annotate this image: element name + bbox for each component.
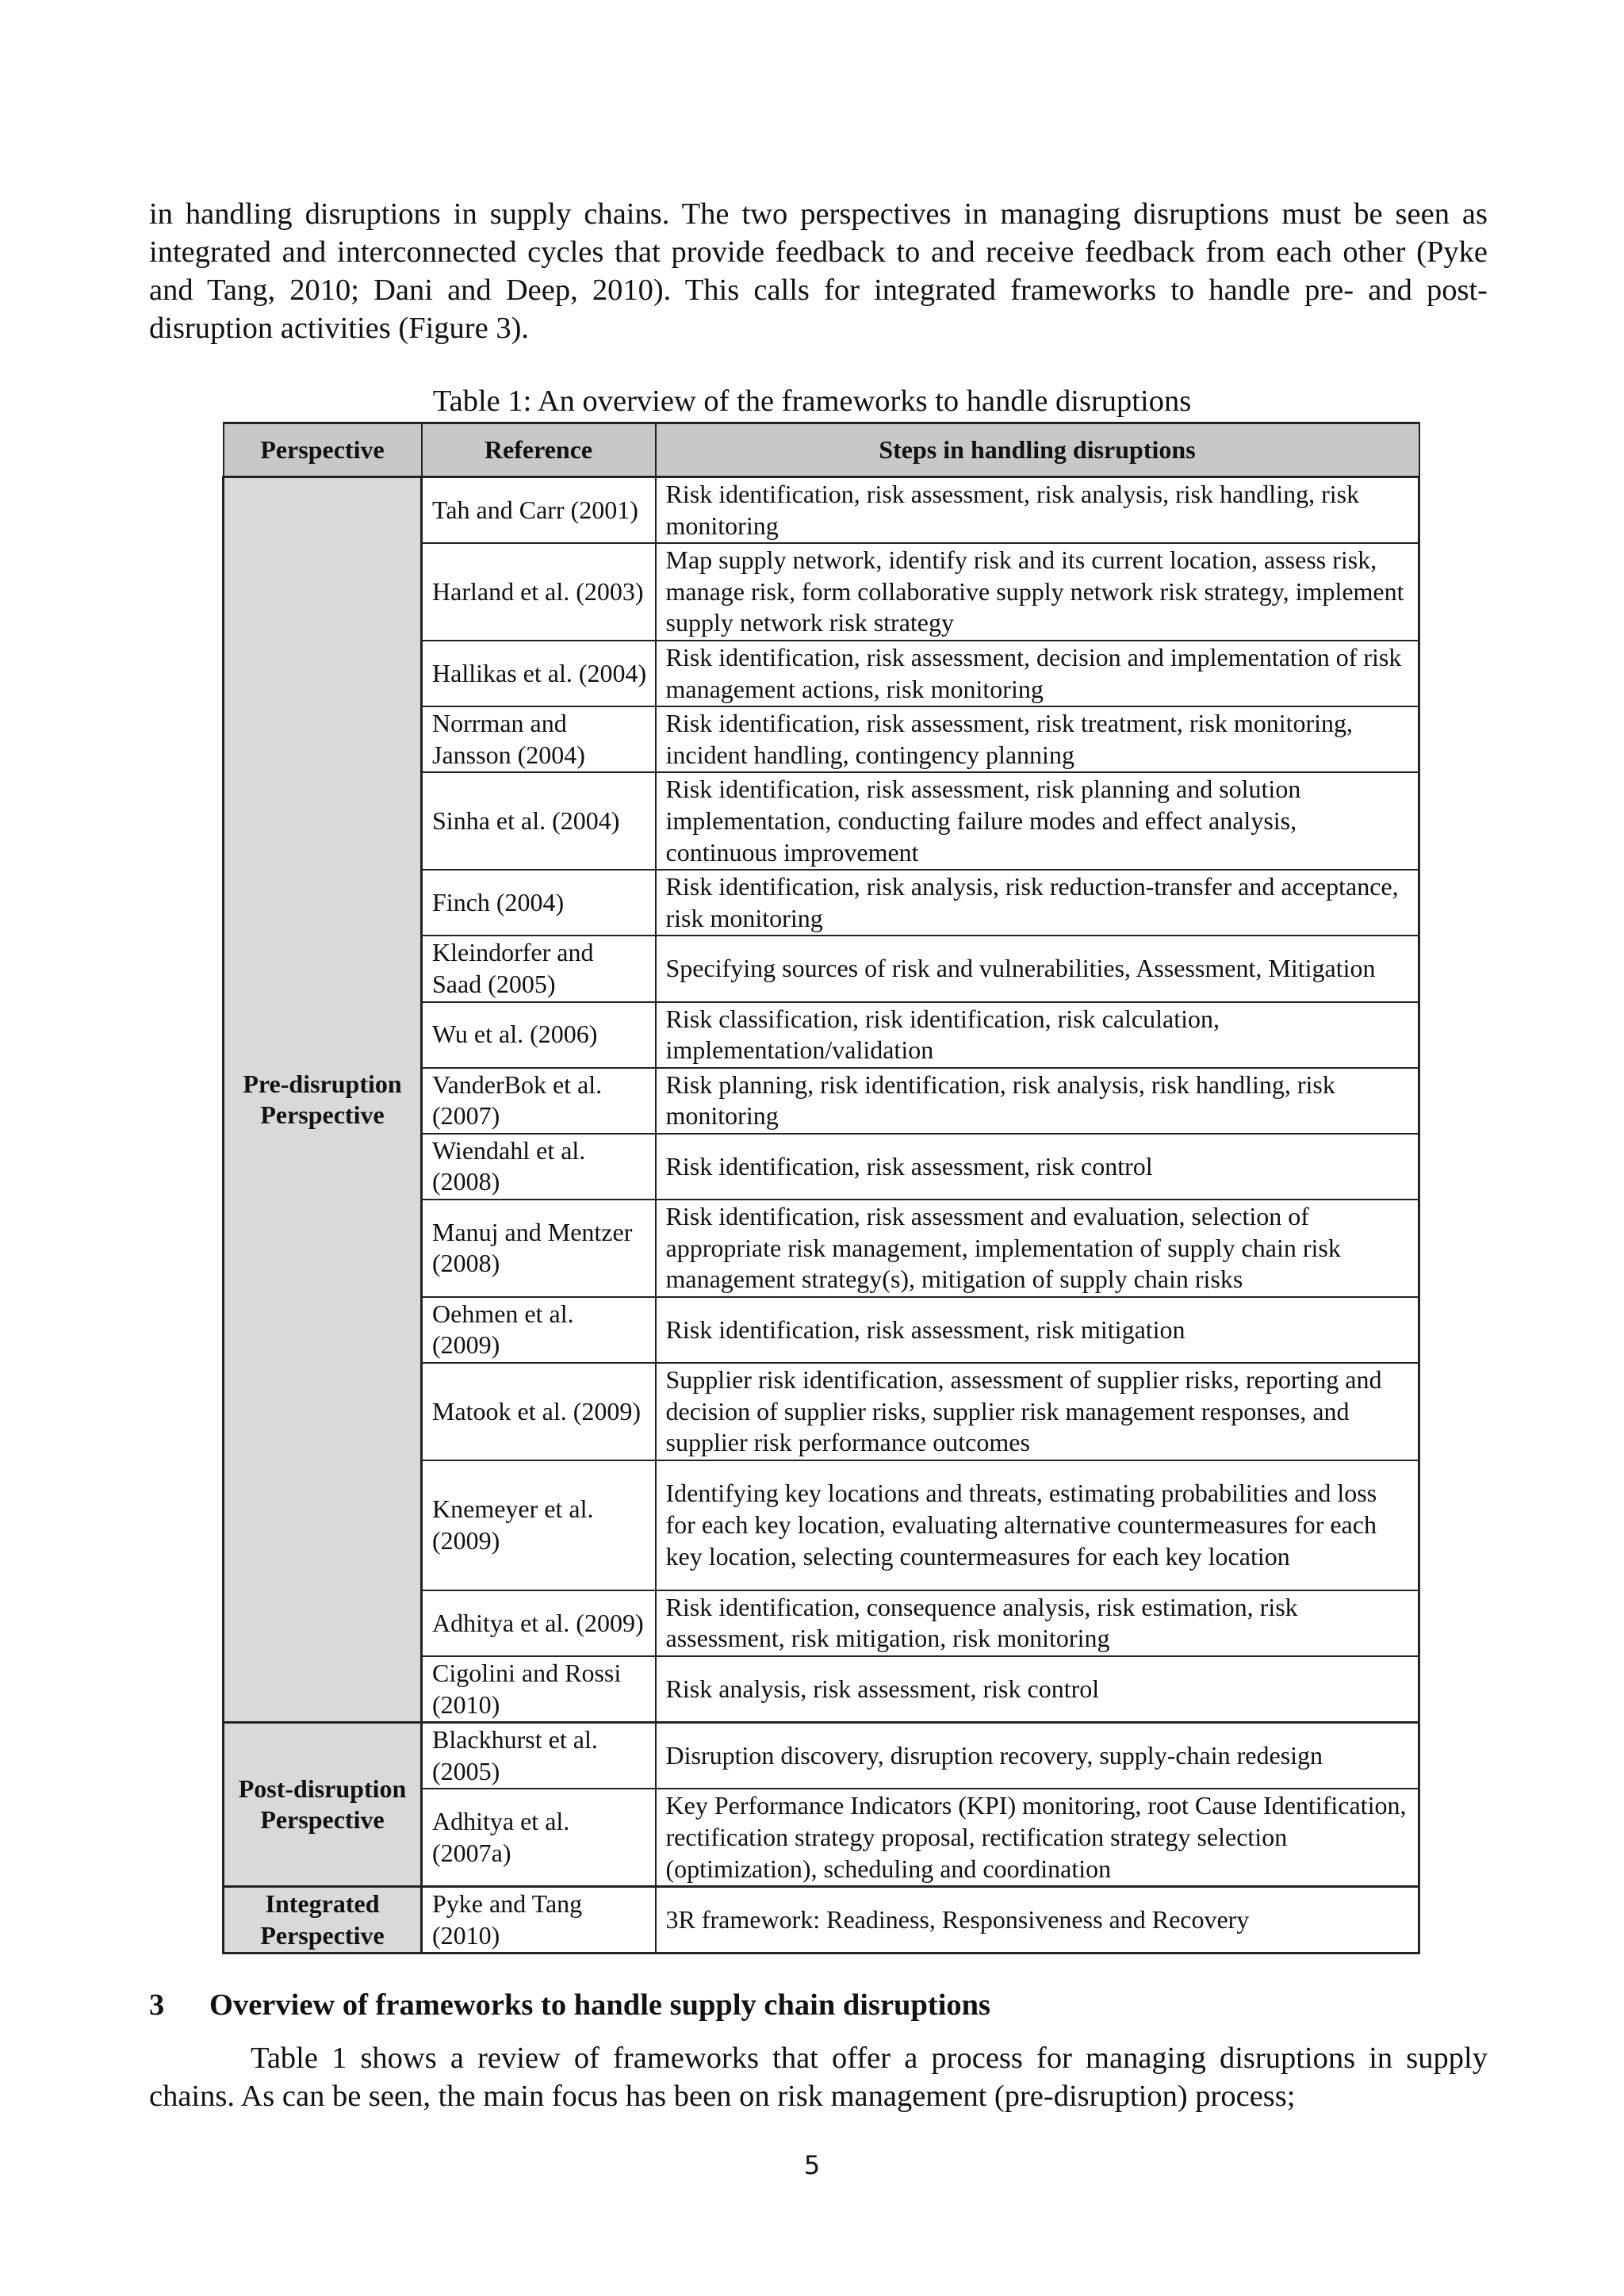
- page-number: 5: [803, 2150, 821, 2180]
- row-reference: Kleindorfer and Saad (2005): [422, 936, 656, 1001]
- row-reference: VanderBok et al. (2007): [422, 1068, 656, 1134]
- row-reference: Knemeyer et al. (2009): [422, 1460, 656, 1590]
- header-perspective: Perspective: [224, 423, 422, 477]
- perspective-pre-disruption: Pre-disruption Perspective: [224, 477, 422, 1723]
- row-reference: Adhitya et al. (2007a): [422, 1789, 656, 1886]
- row-reference: Blackhurst et al. (2005): [422, 1723, 656, 1789]
- intro-paragraph: [149, 195, 1488, 347]
- section-number: 3: [149, 1988, 165, 2022]
- row-steps: Risk identification, risk assessment, risk treatment, risk monitoring, incident handling, contingency planning: [656, 706, 1419, 772]
- row-reference: Norrman and Jansson (2004): [422, 706, 656, 772]
- row-reference: Pyke and Tang (2010): [422, 1887, 656, 1954]
- row-reference: Wiendahl et al. (2008): [422, 1134, 656, 1200]
- row-reference: Manuj and Mentzer (2008): [422, 1200, 656, 1297]
- row-reference: Adhitya et al. (2009): [422, 1590, 656, 1656]
- table-caption: Table 1: An overview of the frameworks to handle disruptions: [432, 385, 1192, 418]
- row-steps: Risk identification, risk assessment, risk analysis, risk handling, risk monitoring: [656, 477, 1419, 544]
- row-steps: Identifying key locations and threats, estimating probabilities and loss for each key location, evaluating alternative countermeasures for each key location, selecting countermeasures for each key location: [656, 1460, 1419, 1590]
- header-reference: Reference: [422, 423, 656, 477]
- frameworks-table: [222, 422, 1420, 1954]
- row-steps: Risk identification, risk assessment, decision and implementation of risk management actions, risk monitoring: [656, 641, 1419, 706]
- row-reference: Cigolini and Rossi (2010): [422, 1656, 656, 1723]
- body-paragraph-text: Table 1 shows a review of frameworks that offer a process for managing disruptions in supply chains. As can be seen, the main focus has been on risk management (pre-disruption) process;: [149, 2042, 1488, 2113]
- row-reference: Hallikas et al. (2004): [422, 641, 656, 706]
- row-reference: Matook et al. (2009): [422, 1363, 656, 1460]
- row-steps: Risk identification, risk assessment, risk mitigation: [656, 1297, 1419, 1363]
- row-steps: Risk identification, risk assessment, risk control: [656, 1134, 1419, 1200]
- row-steps: Risk analysis, risk assessment, risk control: [656, 1656, 1419, 1723]
- table-row: [224, 1887, 1419, 1954]
- intro-paragraph-text: in handling disruptions in supply chains. The two perspectives in managing disruptions must be seen as integrated and interconnected cycles that provide feedback to and receive feedback from each other (Pyke and Tang, 2010; Dani and Deep, 2010). This calls for integrated frameworks to handle pre- and post-disruption activities (Figure 3).: [149, 197, 1488, 345]
- row-reference: Tah and Carr (2001): [422, 477, 656, 544]
- table-row: [224, 1723, 1419, 1789]
- row-reference: Finch (2004): [422, 870, 656, 936]
- row-steps: Supplier risk identification, assessment of supplier risks, reporting and decision of supplier risks, supplier risk management responses, and supplier risk performance outcomes: [656, 1363, 1419, 1460]
- row-steps: Risk classification, risk identification, risk calculation, implementation/validation: [656, 1002, 1419, 1068]
- row-steps: Risk identification, risk assessment and evaluation, selection of appropriate risk management, implementation of supply chain risk management strategy(s), mitigation of supply chain risks: [656, 1200, 1419, 1297]
- row-reference: Wu et al. (2006): [422, 1002, 656, 1068]
- body-paragraph: [149, 2039, 1488, 2115]
- row-steps: Risk identification, risk assessment, risk planning and solution implementation, conducting failure modes and effect analysis, continuous improvement: [656, 772, 1419, 870]
- perspective-integrated: Integrated Perspective: [224, 1887, 422, 1954]
- header-steps: Steps in handling disruptions: [656, 423, 1419, 477]
- section-heading: [149, 1986, 990, 2024]
- row-steps: Key Performance Indicators (KPI) monitoring, root Cause Identification, rectification strategy proposal, rectification strategy selection (optimization), scheduling and coordination: [656, 1789, 1419, 1886]
- row-steps: Risk identification, consequence analysis, risk estimation, risk assessment, risk mitigation, risk monitoring: [656, 1590, 1419, 1656]
- table-header-row: [224, 423, 1419, 477]
- table-row: [224, 477, 1419, 544]
- section-title: Overview of frameworks to handle supply chain disruptions: [209, 1988, 991, 2022]
- row-steps: Specifying sources of risk and vulnerabilities, Assessment, Mitigation: [656, 936, 1419, 1001]
- row-steps: Map supply network, identify risk and its current location, assess risk, manage risk, form collaborative supply network risk strategy, implement supply network risk strategy: [656, 543, 1419, 641]
- perspective-post-disruption: Post-disruption Perspective: [224, 1723, 422, 1887]
- row-reference: Oehmen et al. (2009): [422, 1297, 656, 1363]
- row-steps: 3R framework: Readiness, Responsiveness and Recovery: [656, 1887, 1419, 1954]
- row-steps: Risk planning, risk identification, risk analysis, risk handling, risk monitoring: [656, 1068, 1419, 1134]
- row-steps: Disruption discovery, disruption recovery, supply-chain redesign: [656, 1723, 1419, 1789]
- row-reference: Sinha et al. (2004): [422, 772, 656, 870]
- row-steps: Risk identification, risk analysis, risk reduction-transfer and acceptance, risk monitoring: [656, 870, 1419, 936]
- row-reference: Harland et al. (2003): [422, 543, 656, 641]
